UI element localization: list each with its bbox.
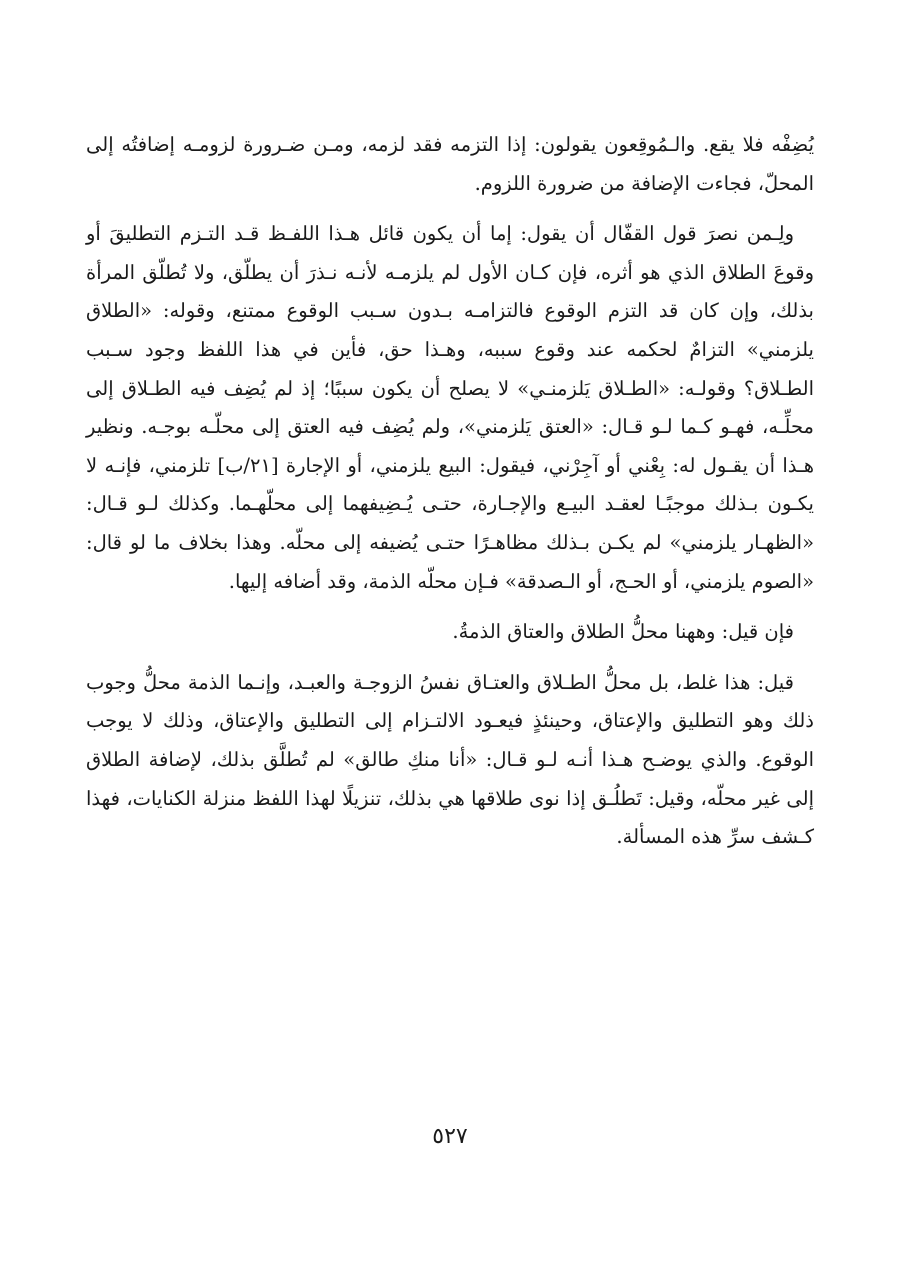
paragraph-gap: [86, 652, 814, 664]
paragraph-gap: [86, 601, 814, 613]
paragraph-gap: [86, 203, 814, 215]
paragraph-1: يُضِفْه فلا يقع. والـمُوقِعون يقولون: إذا التزمه فقد لزمه، ومـن ضـرورة لزومـه إضافتُه إلى المحلّ، فجاءت الإضافة من ضرورة اللزوم.: [86, 133, 814, 195]
paragraph-2: ولِـمن نصرَ قول القفّال أن يقول: إما أن يكون قائل هـذا اللفـظ قـد التـزم التطليقَ أو وقوعَ الطلاق الذي هو أثره، فإن كـان الأول لم يلزمـه لأنـه نـذرَ أن يطلّق، ولا تُطلّق المرأة بذلك، وإن كان قد التزم الوقوع فالتزامـه بـدون سـبب الوقوع ممتنع، وقوله: «الطلاق يلزمني» التزامٌ لحكمه عند وقوع سببه، وهـذا حق، فأين في هذا اللفظ وجود سـبب الطـلاق؟ وقولـه: «الطـلاق يَلزمنـي» لا يصلح أن يكون سببًا؛ إذ لم يُضِف فيه الطـلاق إلى محلِّـه، فهـو كـما لـو قـال: «العتق يَلزمني»، ولم يُضِف فيه العتق إلى محلّـه بوجـه. ونظير هـذا أن يقـول له: بِعْني أو آجِرْني، فيقول: البيع يلزمني، أو الإجارة [٢١/ب] تلزمني، فإنـه لا يكـون بـذلك موجبًـا لعقـد البيـع والإجـارة، حتـى يُـضِيفهما إلى محلّهـما. وكذلك لـو قـال: «الظهـار يلزمني» لم يكـن بـذلك مظاهـرًا حتـى يُضيفه إلى محلّه. وهذا بخلاف ما لو قال: «الصوم يلزمني، أو الحـج، أو الـصدقة» فـإن محلّه الذمة، وقد أضافه إليها.: [86, 222, 814, 593]
paragraph-3: فإن قيل: وههنا محلُّ الطلاق والعتاق الذمةُ.: [452, 620, 794, 644]
body-text: [86, 126, 814, 857]
page-number: ٥٢٧: [432, 1124, 468, 1149]
paragraph-4: قيل: هذا غلط، بل محلُّ الطـلاق والعتـاق نفسُ الزوجـة والعبـد، وإنـما الذمة محلُّ وجوب ذلك وهو التطليق والإعتاق، وحينئذٍ فيعـود الالتـزام إلى التطليق والإعتاق، وذلك لا يوجب الوقوع. والذي يوضـح هـذا أنـه لـو قـال: «أنا منكِ طالق» لم تُطلَّق بذلك، لإضافة الطلاق إلى غير محلّه، وقيل: تَطلُـق إذا نوى طلاقها هي بذلك، تنزيلًا لهذا اللفظ منزلة الكنايات، فهذا كـشف سرِّ هذه المسألة.: [86, 670, 814, 849]
